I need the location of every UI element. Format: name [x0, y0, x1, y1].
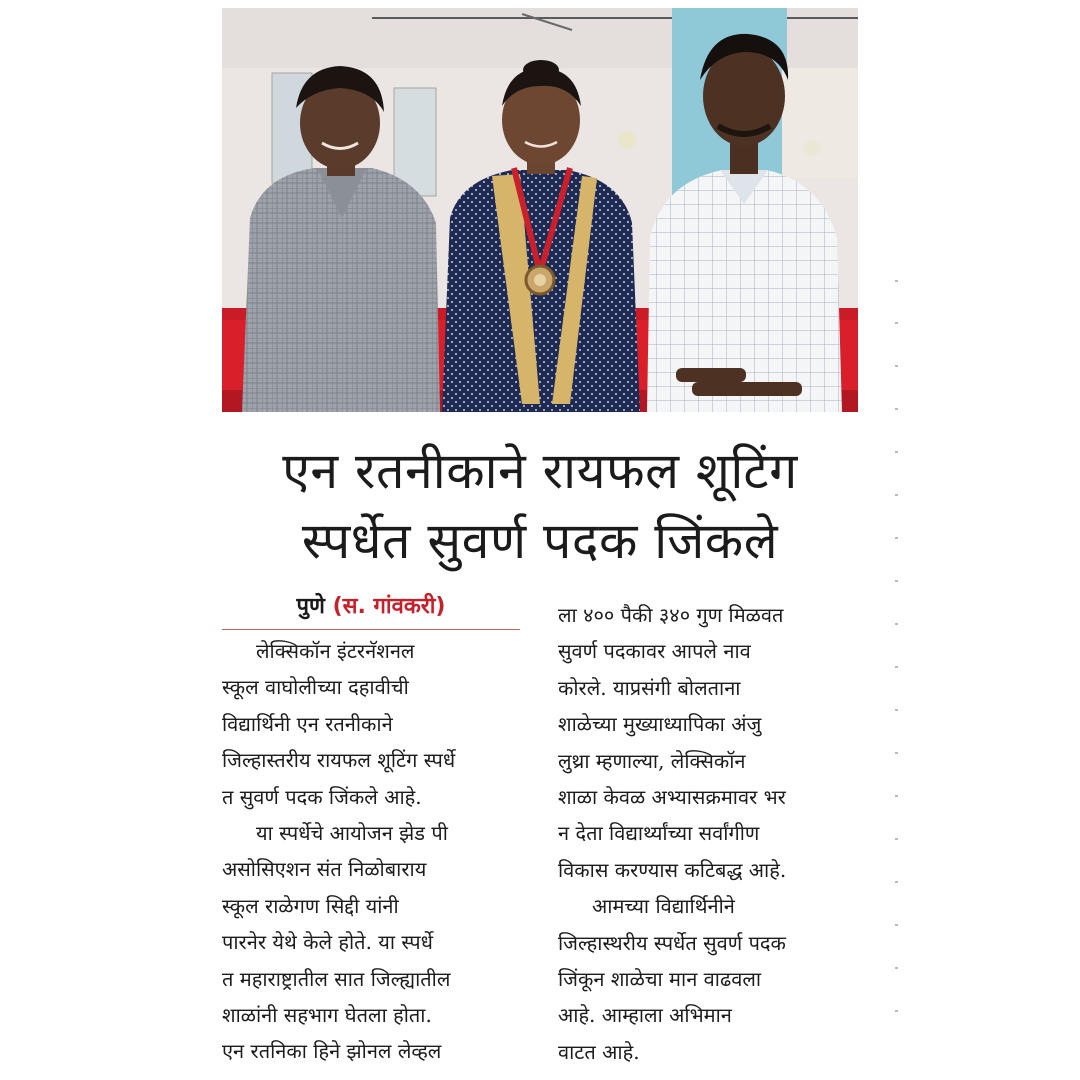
article-headline	[222, 436, 858, 576]
article-line: न देता विद्यार्थ्यांच्या सर्वांगीण	[558, 821, 760, 846]
article-line: जिल्हास्थरीय स्पर्धेत सुवर्ण पदक	[558, 930, 786, 955]
scan-edge-marks	[895, 270, 899, 1060]
article-line: शाळांनी सहभाग घेतला होता.	[222, 1002, 432, 1027]
article-column-left	[222, 633, 522, 1070]
news-photo-illustration	[222, 8, 858, 412]
article-line: स्कूल राळेगण सिद्दी यांनी	[222, 893, 399, 918]
article-line: जिल्हास्तरीय रायफल शूटिंग स्पर्धे	[222, 748, 456, 773]
article-line: कोरले. याप्रसंगी बोलताना	[558, 675, 741, 700]
article-line: लुथ्रा म्हणाल्या, लेक्सिकॉन	[558, 748, 746, 773]
article-line: त महाराष्ट्रातील सात जिल्ह्यातील	[222, 966, 451, 991]
dateline-reporter: (स. गांवकरी)	[332, 594, 446, 619]
article-line: शाळा केवळ अभ्यासक्रमावर भर	[558, 784, 786, 809]
article-line: असोसिएशन संत निळोबाराय	[222, 857, 427, 882]
article-line: सुवर्ण पदकावर आपले नाव	[558, 639, 751, 664]
article-line: विद्यार्थिनी एन रतनीकाने	[222, 711, 393, 736]
article-line: वाटत आहे.	[558, 1039, 640, 1064]
article-line: त सुवर्ण पदक जिंकले आहे.	[222, 784, 422, 809]
article-line: आहे. आम्हाला अभिमान	[558, 1003, 732, 1028]
article-line: विकास करण्यास कटिबद्ध आहे.	[558, 857, 787, 882]
article-line: स्कूल वाघोलीच्या दहावीची	[222, 675, 409, 700]
headline-line-1: एन रतनीकाने रायफल शूटिंग	[282, 442, 798, 500]
article-line: जिंकून शाळेचा मान वाढवला	[558, 966, 762, 991]
article-line: शाळेच्या मुख्याध्यापिका अंजु	[558, 712, 762, 737]
article-line: लेक्सिकॉन इंटरनॅशनल	[256, 639, 415, 663]
headline-line-2: स्पर्धेत सुवर्ण पदक जिंकले	[301, 512, 779, 570]
article-line: आमच्या विद्यार्थिनीने	[592, 894, 735, 919]
dateline-divider	[222, 629, 520, 630]
article-line: एन रतनिका हिने झोनल लेव्हल	[222, 1039, 442, 1064]
article-column-right	[558, 597, 858, 1070]
dateline-city: पुणे	[296, 594, 325, 619]
article-line: ला ४०० पैकी ३४० गुण मिळवत	[558, 603, 784, 627]
article-line: पारनेर येथे केले होते. या स्पर्धे	[222, 930, 433, 955]
article-line: या स्पर्धेचे आयोजन झेड पी	[256, 820, 448, 845]
news-photo	[222, 8, 858, 412]
article-dateline	[222, 592, 520, 622]
